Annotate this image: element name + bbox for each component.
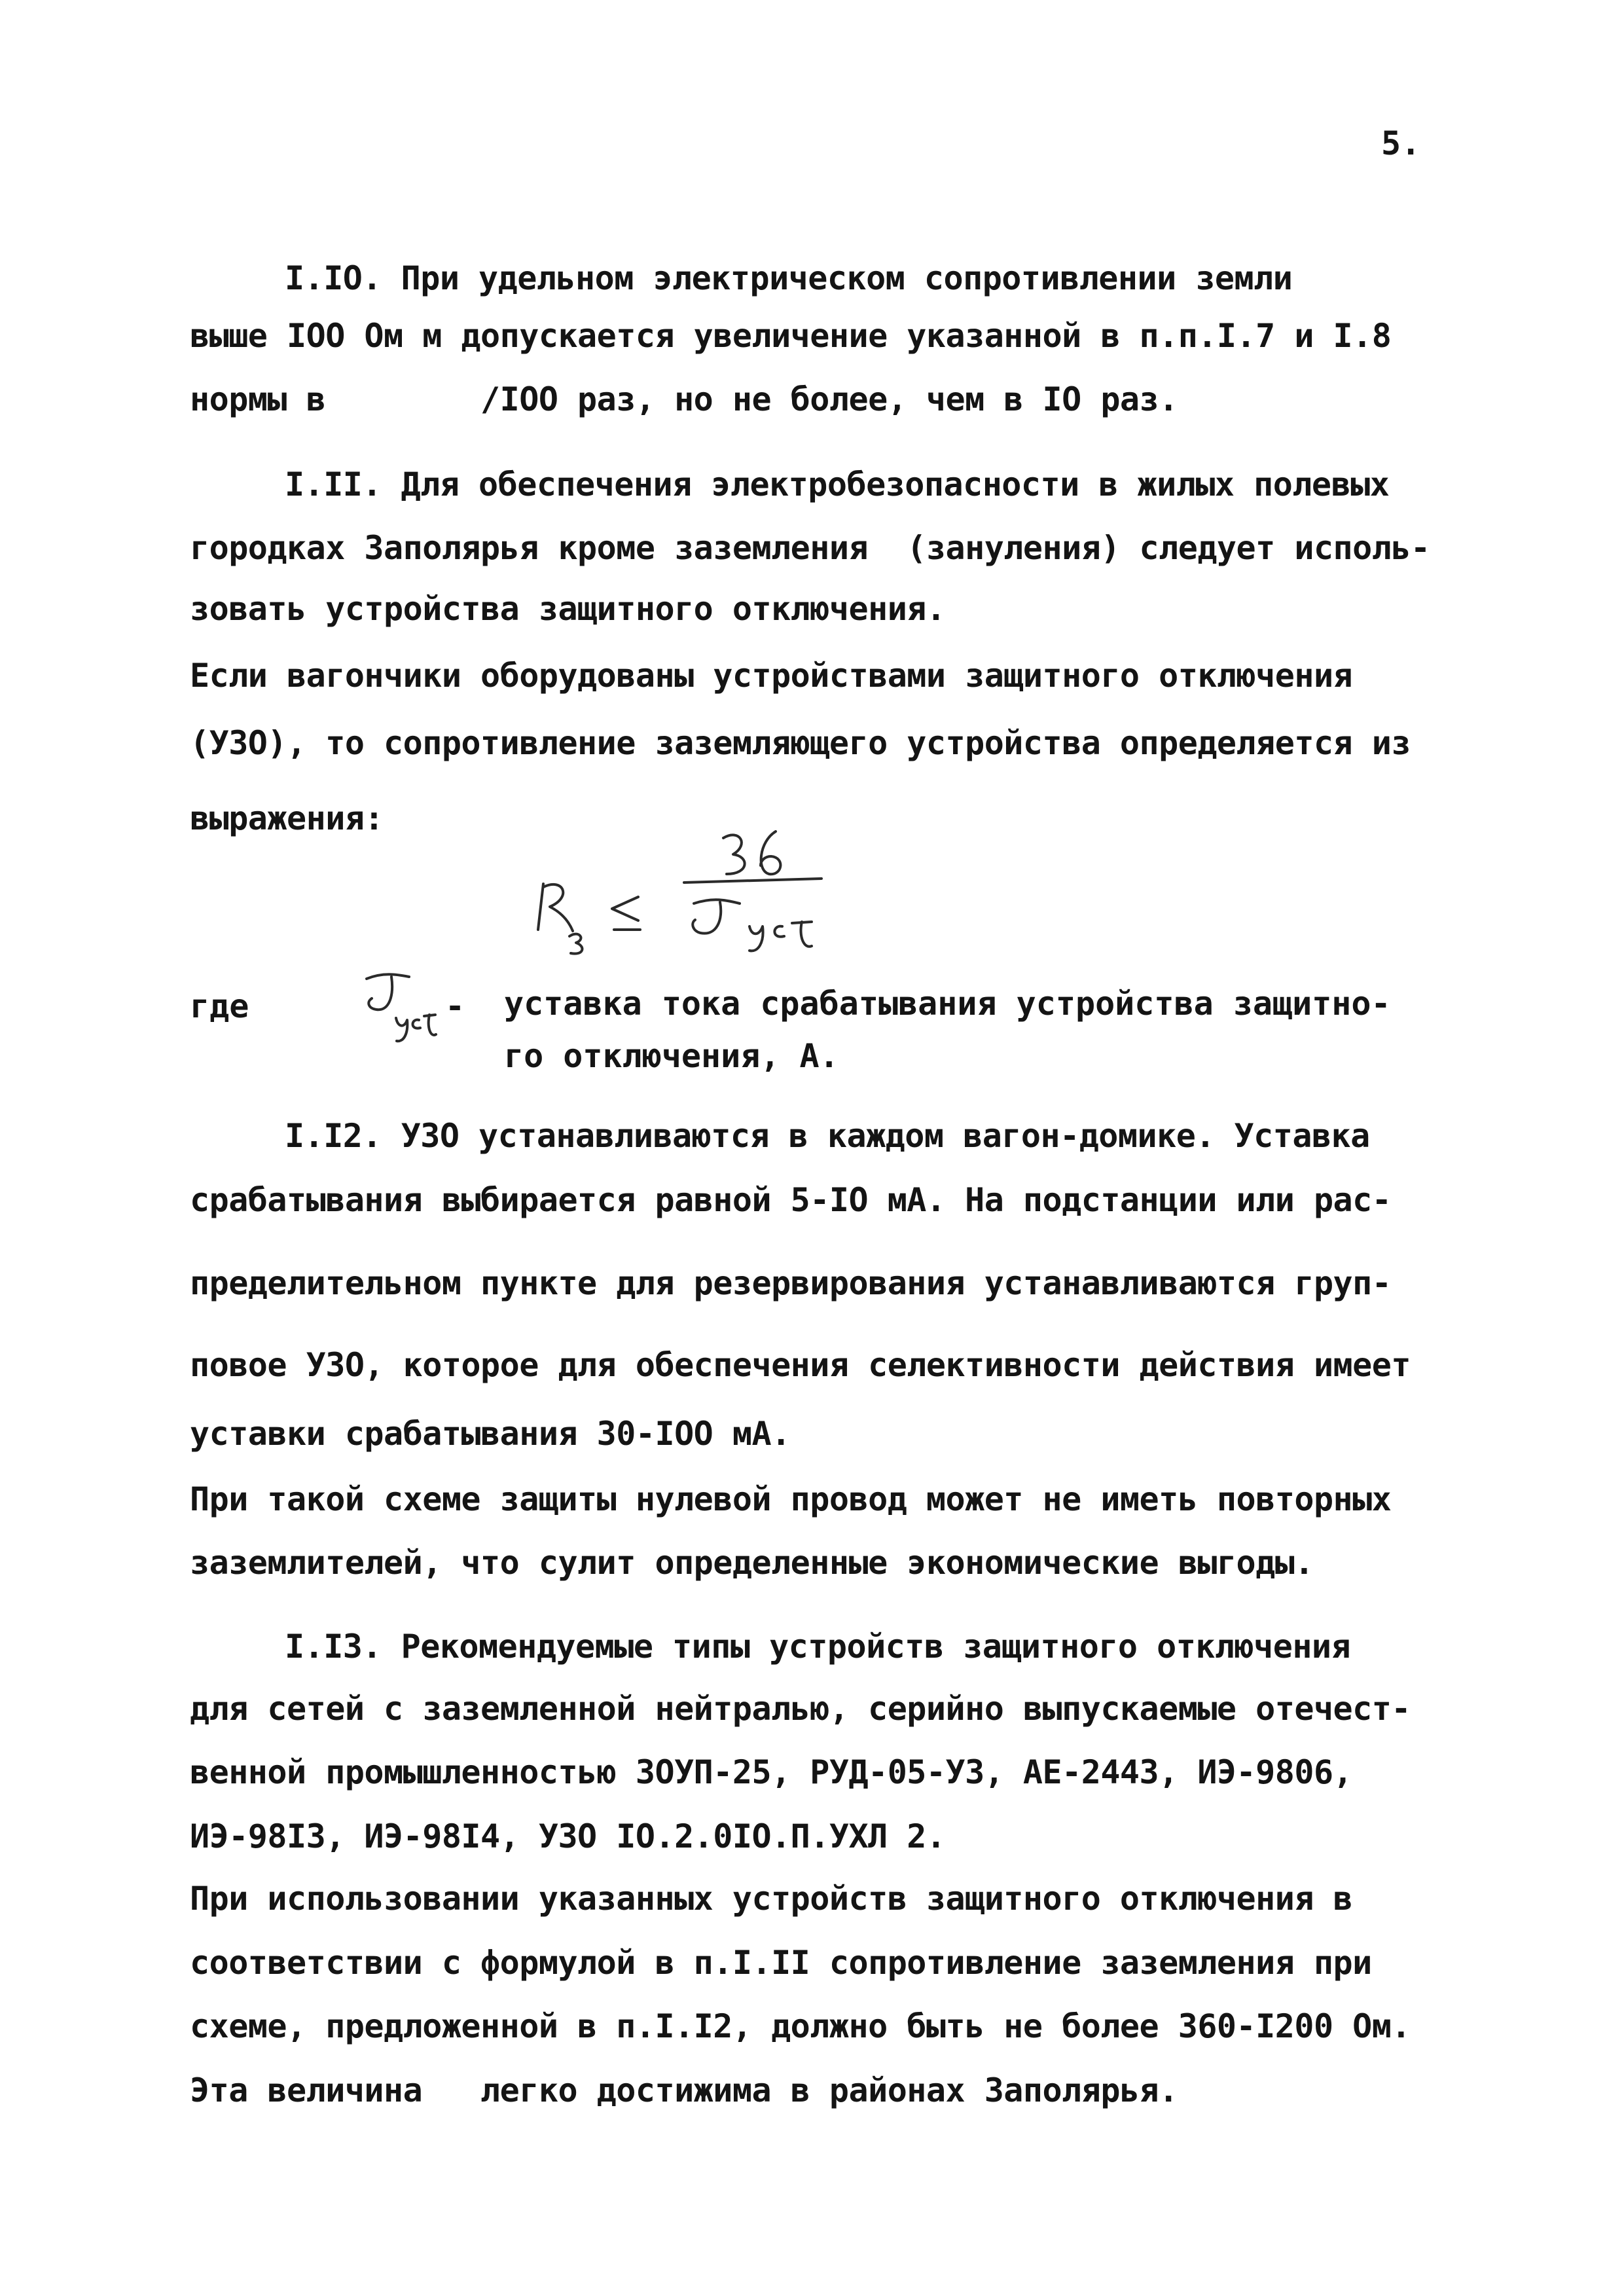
where-definition-line-1: уставка тока срабатывания устройства защитно- xyxy=(504,985,1391,1023)
where-dash: - xyxy=(445,987,465,1025)
formula-handwriting xyxy=(524,805,864,956)
p111-line-1: I.II. Для обеспечения электробезопасности в жилых полевых xyxy=(285,465,1390,503)
p111-line-4: Если вагончики оборудованы устройствами защитного отключения xyxy=(190,657,1353,695)
p112-line-1: I.I2. УЗО устанавливаются в каждом вагон-домике. Уставка xyxy=(285,1117,1370,1155)
p113-line-3: венной промышленностью ЗОУП-25, РУД-05-УЗ, АЕ-2443, ИЭ-9806, xyxy=(190,1753,1353,1791)
p113-line-7: схеме, предложенной в п.I.I2, должно быть не более 360-I200 Ом. xyxy=(190,2007,1411,2045)
p113-line-4: ИЭ-98I3, ИЭ-98I4, УЗО IO.2.0IO.П.УХЛ 2. xyxy=(190,1817,946,1855)
p111-line-5: (УЗО), то сопротивление заземляющего устройства определяется из xyxy=(190,724,1411,762)
p110-line-1: I.IO. При удельном электрическом сопротивлении земли xyxy=(285,259,1293,297)
p113-line-6: соответствии с формулой в п.I.II сопротивление заземления при xyxy=(190,1944,1372,1982)
p112-line-7: заземлителей, что сулит определенные экономические выгоды. xyxy=(190,1544,1314,1582)
p113-line-8: Эта величина легко достижима в районах Заполярья. xyxy=(190,2071,1178,2109)
page-number: 5. xyxy=(1381,124,1421,162)
p112-line-3: пределительном пункте для резервирования устанавливаются груп- xyxy=(190,1264,1392,1302)
p112-line-2: срабатывания выбирается равной 5-IO мА. На подстанции или рас- xyxy=(190,1181,1392,1219)
where-label: где xyxy=(190,987,249,1025)
p113-line-1: I.I3. Рекомендуемые типы устройств защитного отключения xyxy=(285,1628,1351,1666)
p112-line-6: При такой схеме защиты нулевой провод может не иметь повторных xyxy=(190,1480,1392,1518)
p111-line-2: городках Заполярья кроме заземления (зануления) следует исполь- xyxy=(190,529,1430,567)
p110-line-3: нормы в /IOO раз, но не более, чем в IO раз. xyxy=(190,380,1178,418)
setting-current-symbol xyxy=(353,962,439,1048)
p112-line-4: повое УЗО, которое для обеспечения селективности действия имеет xyxy=(190,1346,1411,1384)
grounding-resistance-formula xyxy=(524,805,864,956)
p111-line-3: зовать устройства защитного отключения. xyxy=(190,590,946,628)
where-definition-line-2: го отключения, А. xyxy=(504,1037,839,1075)
setting-current-handwriting xyxy=(353,962,439,1048)
p113-line-5: При использовании указанных устройств защитного отключения в xyxy=(190,1880,1353,1918)
p110-line-2: выше IOO Ом м допускается увеличение указанной в п.п.I.7 и I.8 xyxy=(190,317,1392,355)
p113-line-2: для сетей с заземленной нейтралью, серийно выпускаемые отечест- xyxy=(190,1690,1411,1728)
p111-line-6: выражения: xyxy=(190,799,384,837)
p112-line-5: уставки срабатывания 30-IOO мА. xyxy=(190,1415,791,1453)
